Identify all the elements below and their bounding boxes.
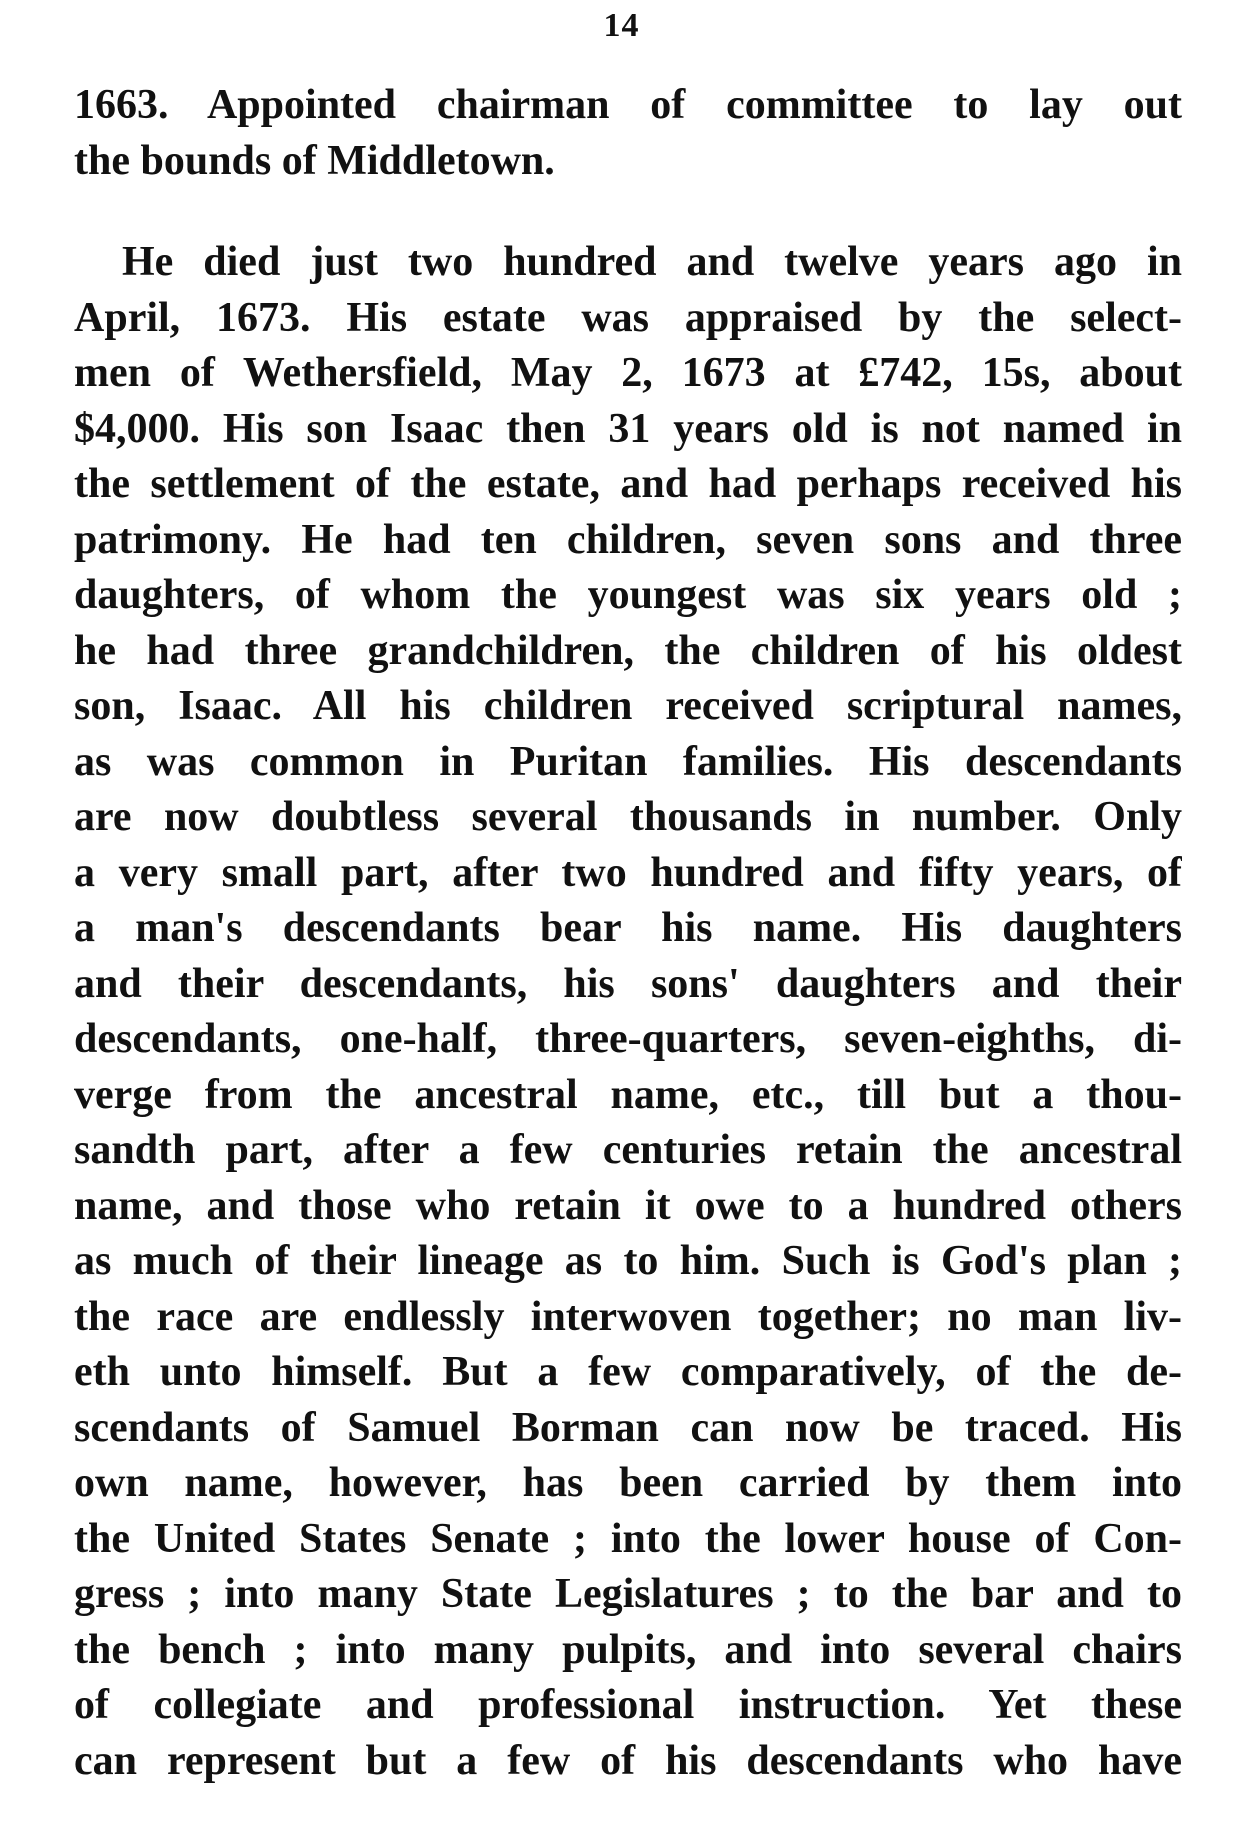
page-body	[74, 78, 1182, 1789]
paragraph-2-line: April, 1673. His estate was appraised by the select-	[74, 294, 1182, 341]
paragraph-2-line: gress ; into many State Legislatures ; to the bar and to	[74, 1571, 1182, 1617]
paragraph-2-line: son, Isaac. All his children received scriptural names,	[74, 683, 1182, 729]
paragraph-2-line: the bench ; into many pulpits, and into several chairs	[74, 1626, 1182, 1673]
paragraph-2-line: and their descendants, his sons' daughters and their	[74, 960, 1182, 1007]
paragraph-2-line: the settlement of the estate, and had perhaps received his	[74, 461, 1182, 507]
paragraph-2-line: name, and those who retain it owe to a hundred others	[74, 1182, 1182, 1229]
paragraph-2-line: as much of their lineage as to him. Such is God's plan ;	[74, 1238, 1182, 1284]
page-number: 14	[603, 7, 640, 44]
paragraph-2-line: a very small part, after two hundred and fifty years, of	[74, 849, 1182, 896]
paragraph-1-line: 1663. Appointed chairman of committee to lay out	[74, 82, 1182, 128]
paragraph-2-line: own name, however, has been carried by them into	[74, 1460, 1182, 1506]
paragraph-2-line: patrimony. He had ten children, seven sons and three	[74, 516, 1182, 563]
paragraph-gap	[74, 189, 1182, 235]
paragraph-2-line: of collegiate and professional instruction. Yet these	[74, 1682, 1182, 1728]
paragraph-2-line: sandth part, after a few centuries retain the ancestral	[74, 1127, 1182, 1173]
paragraph-2-line: verge from the ancestral name, etc., till but a thou-	[74, 1071, 1182, 1118]
paragraph-2-line: can represent but a few of his descendants who have	[74, 1737, 1182, 1784]
paragraph-2-line: he had three grandchildren, the children of his oldest	[74, 627, 1182, 674]
paragraph-2-line: as was common in Puritan families. His descendants	[74, 738, 1182, 785]
paragraph-2-line: the race are endlessly interwoven together; no man liv-	[74, 1293, 1182, 1340]
paragraph-2-line: He died just two hundred and twelve years ago in	[122, 239, 1182, 285]
paragraph-2-line: the United States Senate ; into the lower house of Con-	[74, 1515, 1182, 1562]
paragraph-1-line: the bounds of Middletown.	[74, 137, 555, 184]
paragraph-2-line: daughters, of whom the youngest was six years old ;	[74, 572, 1182, 618]
paragraph-2-line: a man's descendants bear his name. His daughters	[74, 905, 1182, 951]
paragraph-2-line: descendants, one-half, three-quarters, seven-eighths, di-	[74, 1016, 1182, 1062]
paragraph-2-line: men of Wethersfield, May 2, 1673 at £742, 15s, about	[74, 350, 1182, 396]
paragraph-2-line: eth unto himself. But a few comparatively, of the de-	[74, 1349, 1182, 1395]
paragraph-2-line: scendants of Samuel Borman can now be traced. His	[74, 1404, 1182, 1451]
paragraph-2-line: $4,000. His son Isaac then 31 years old is not named in	[74, 405, 1182, 452]
paragraph-2-line: are now doubtless several thousands in number. Only	[74, 794, 1182, 840]
